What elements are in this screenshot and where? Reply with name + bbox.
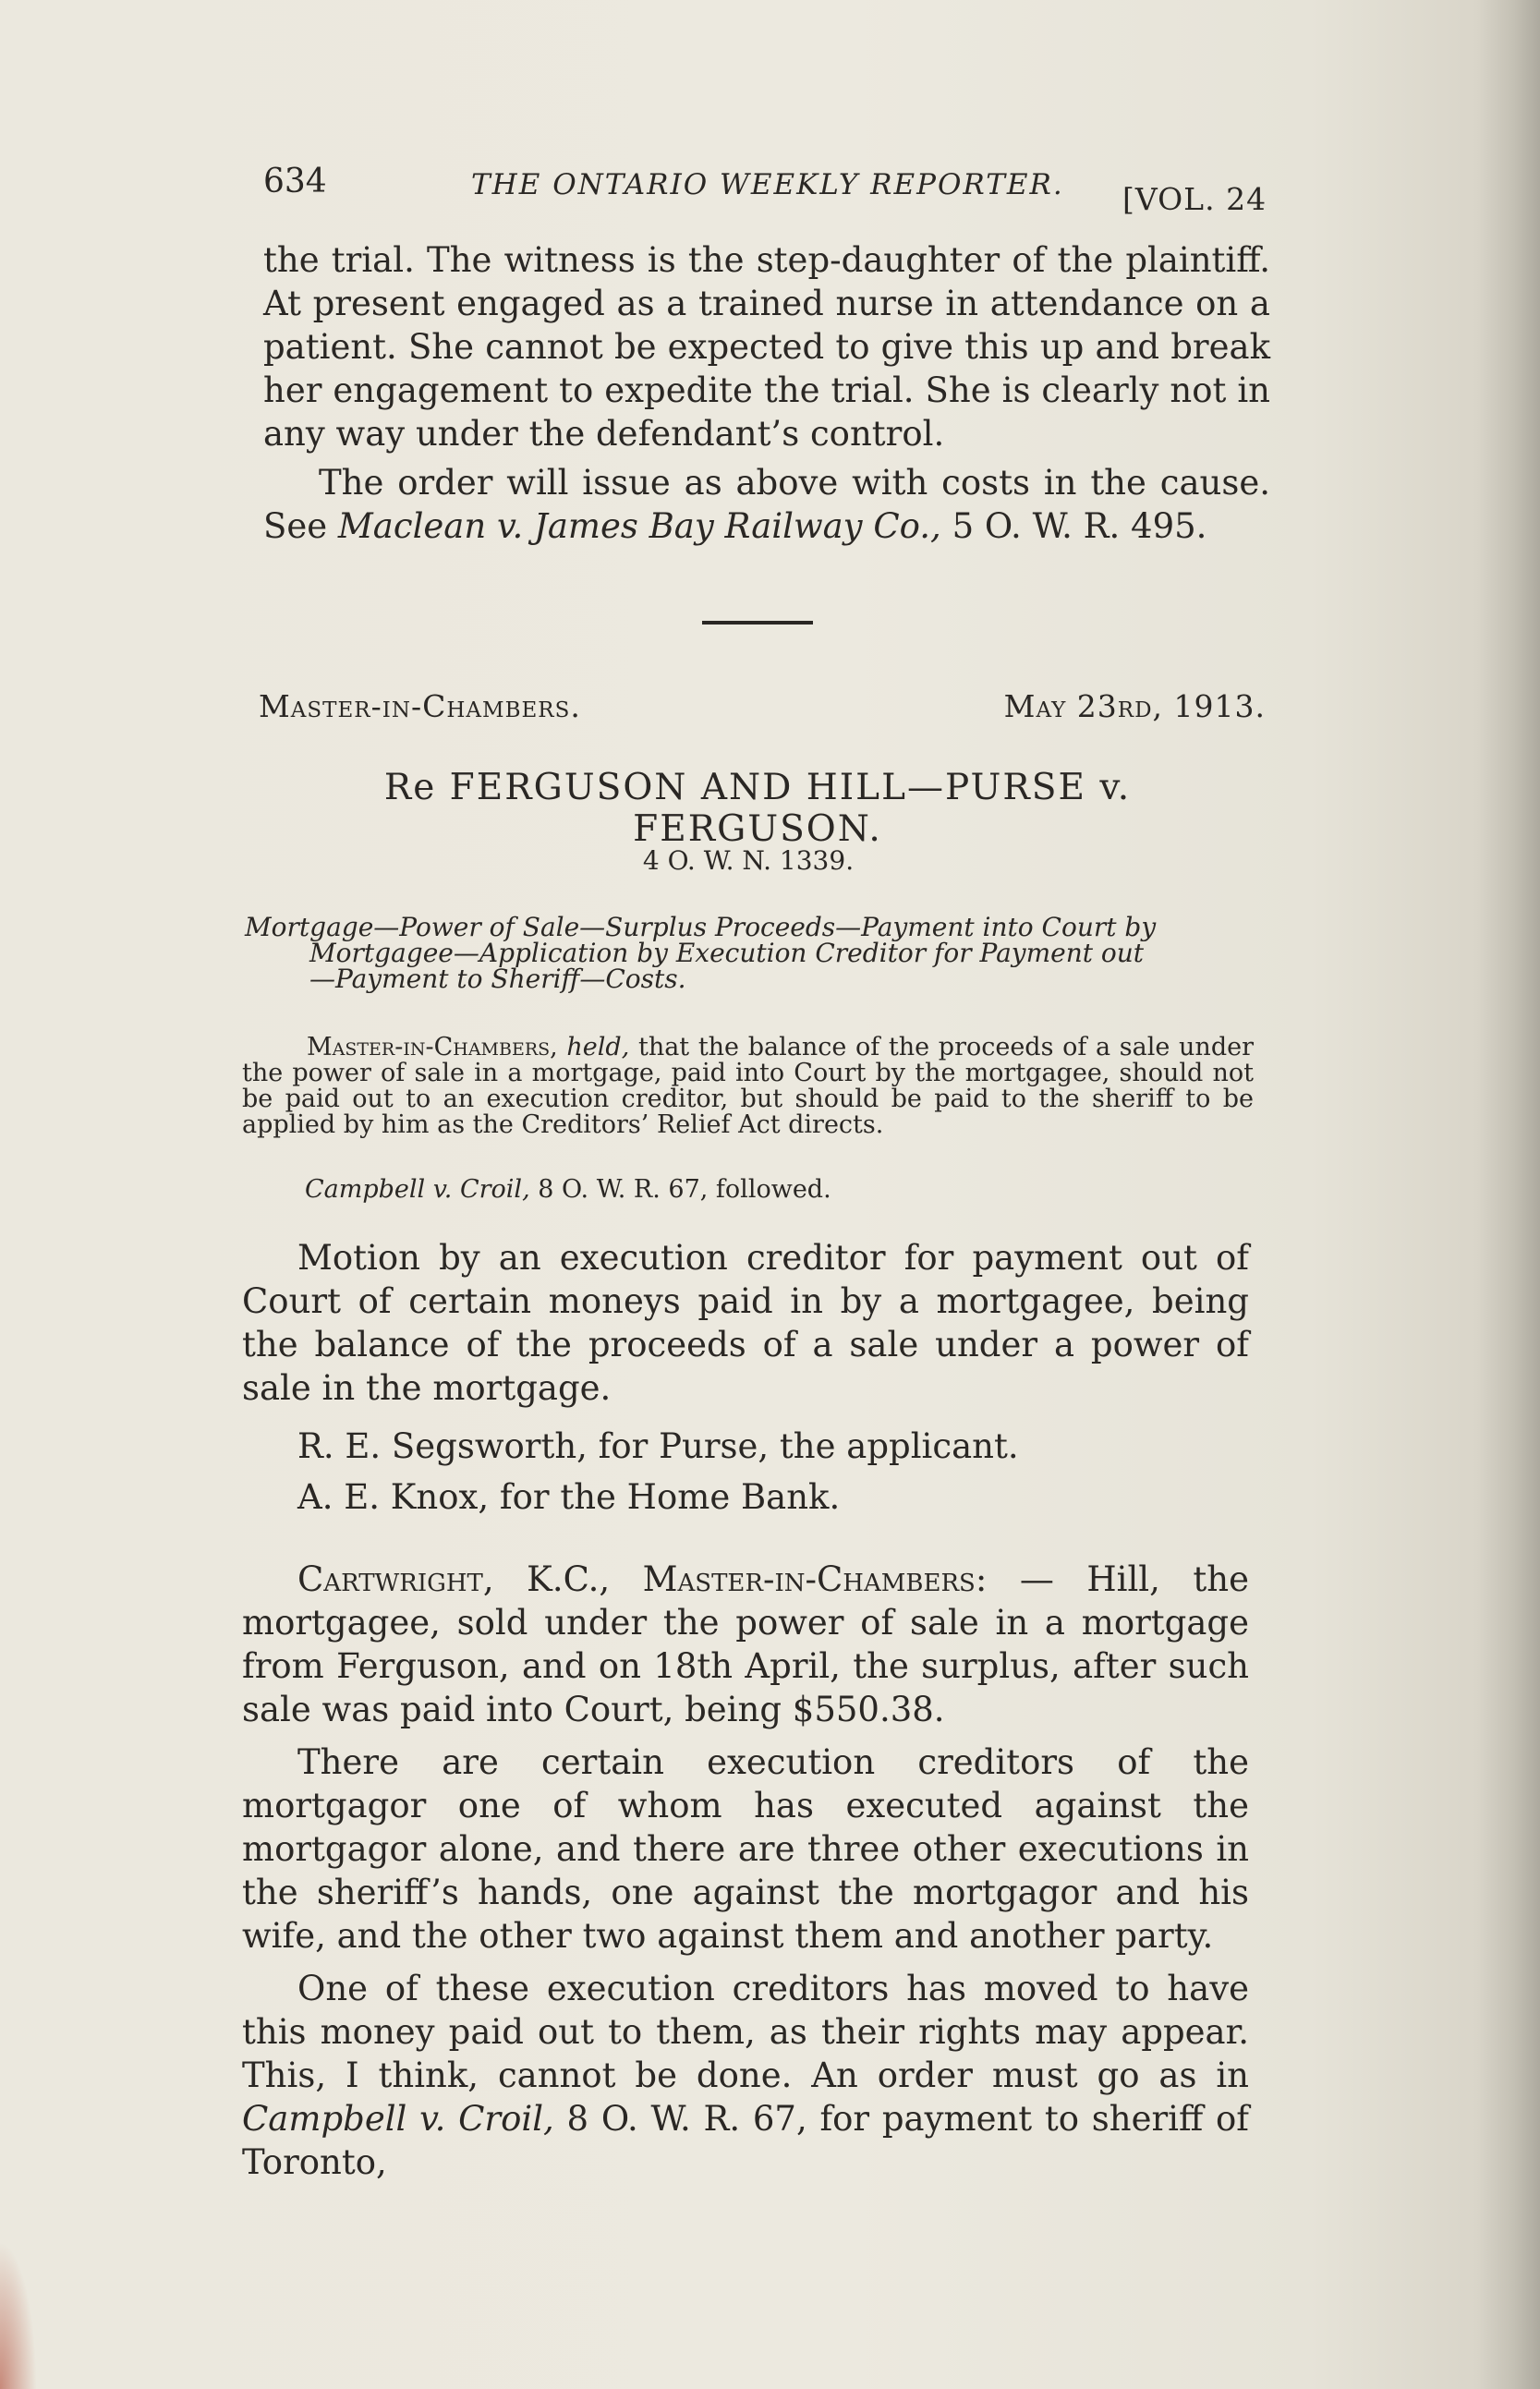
followed-case-name: Campbell v. Croil, xyxy=(305,1175,530,1204)
running-header xyxy=(263,155,1289,229)
counsel-applicant: R. E. Segsworth, for Purse, the applicant. xyxy=(297,1426,1019,1466)
page-number: 634 xyxy=(263,163,327,200)
cited-case: Campbell v. Croil, xyxy=(242,2099,554,2139)
court-name: Master-in-Chambers. xyxy=(259,688,581,724)
court-and-date xyxy=(259,688,1266,724)
cited-case-reference: 5 O. W. R. 495. xyxy=(940,506,1207,546)
case-title: Re FERGUSON AND HILL—PURSE v. FERGUSON. xyxy=(383,767,1132,850)
order-text: The order will issue as above with costs in the cause. See xyxy=(263,463,1270,546)
judgment-text: One of these execution creditors has moved to have this money paid out to them, as their rights may appear. This, I think, cannot be done. An order must go as in xyxy=(242,1969,1249,2095)
counsel-respondent: A. E. Knox, for the Home Bank. xyxy=(297,1477,841,1517)
previous-case-order xyxy=(263,461,1270,548)
judgment-text: 8 O. W. R. 67, for payment to sheriff of Toronto, xyxy=(242,2099,1249,2182)
headnote-catchwords xyxy=(245,912,1256,994)
case-citation: 4 O. W. N. 1339. xyxy=(642,845,855,876)
cited-case: Maclean v. James Bay Railway Co., xyxy=(337,506,941,546)
section-divider xyxy=(702,621,813,625)
judgment-paragraph xyxy=(242,1967,1249,2184)
judge-name: Cartwright, K.C., Master-in-Chambers: xyxy=(297,1559,988,1599)
holding-held: held, xyxy=(566,1033,630,1061)
previous-case-paragraph: the trial. The witness is the step-daughter of the plaintiff. At present engaged as a trained nurse in attendance on a patient. She cannot be expected to give this up and break her engagement to expedite the trial. She is clearly not in any way under the defendant’s control. xyxy=(263,240,1270,454)
page-stain xyxy=(0,2241,37,2389)
headnote-holding xyxy=(242,1035,1254,1138)
page-edge-shadow xyxy=(1475,0,1540,2389)
followed-case-tail: 8 O. W. R. 67, followed. xyxy=(529,1175,831,1204)
headnote-line: Mortgage—Power of Sale—Surplus Proceeds—Payment into Court by xyxy=(245,912,1157,942)
previous-case-conclusion xyxy=(263,238,1270,548)
judgment-paragraph: There are certain execution creditors of the mortgagor one of whom has executed against the mortgagor alone, and there are three other executions in the sheriff’s hands, one against the mortgagor and his wife, and the other two against them and another party. xyxy=(242,1742,1249,1956)
motion-paragraph: Motion by an execution creditor for payment out of Court of certain moneys paid in by a mortgagee, being the balance of the proceeds of a sale under a power of sale in the mortgage. xyxy=(242,1238,1249,1408)
headnote-line: Mortgagee—Application by Execution Creditor for Payment out xyxy=(309,938,1145,968)
headnote-line: —Payment to Sheriff—Costs. xyxy=(309,964,686,994)
judgment-text: — Hill, the mortgagee, sold under the power of sale in a mortgage from Ferguson, and on 18th April, the surplus, after such sale was paid into Court, being $550.38. xyxy=(242,1559,1249,1729)
case-body xyxy=(242,1236,1249,2184)
judgment-paragraph xyxy=(242,1558,1249,1731)
holding-lead: Master-in-Chambers, xyxy=(307,1033,567,1061)
volume-label: [VOL. 24 xyxy=(1122,181,1267,217)
followed-case xyxy=(305,1175,831,1204)
running-title: THE ONTARIO WEEKLY REPORTER. xyxy=(471,168,1064,201)
decision-date: May 23rd, 1913. xyxy=(1003,688,1266,724)
holding-text: that the balance of the proceeds of a sale under the power of sale in a mortgage, paid into Court by the mortgagee, should not be paid out to an execution creditor, but should be paid to the sheriff to be applied by him as the Creditors’ Relief Act directs. xyxy=(242,1033,1254,1139)
